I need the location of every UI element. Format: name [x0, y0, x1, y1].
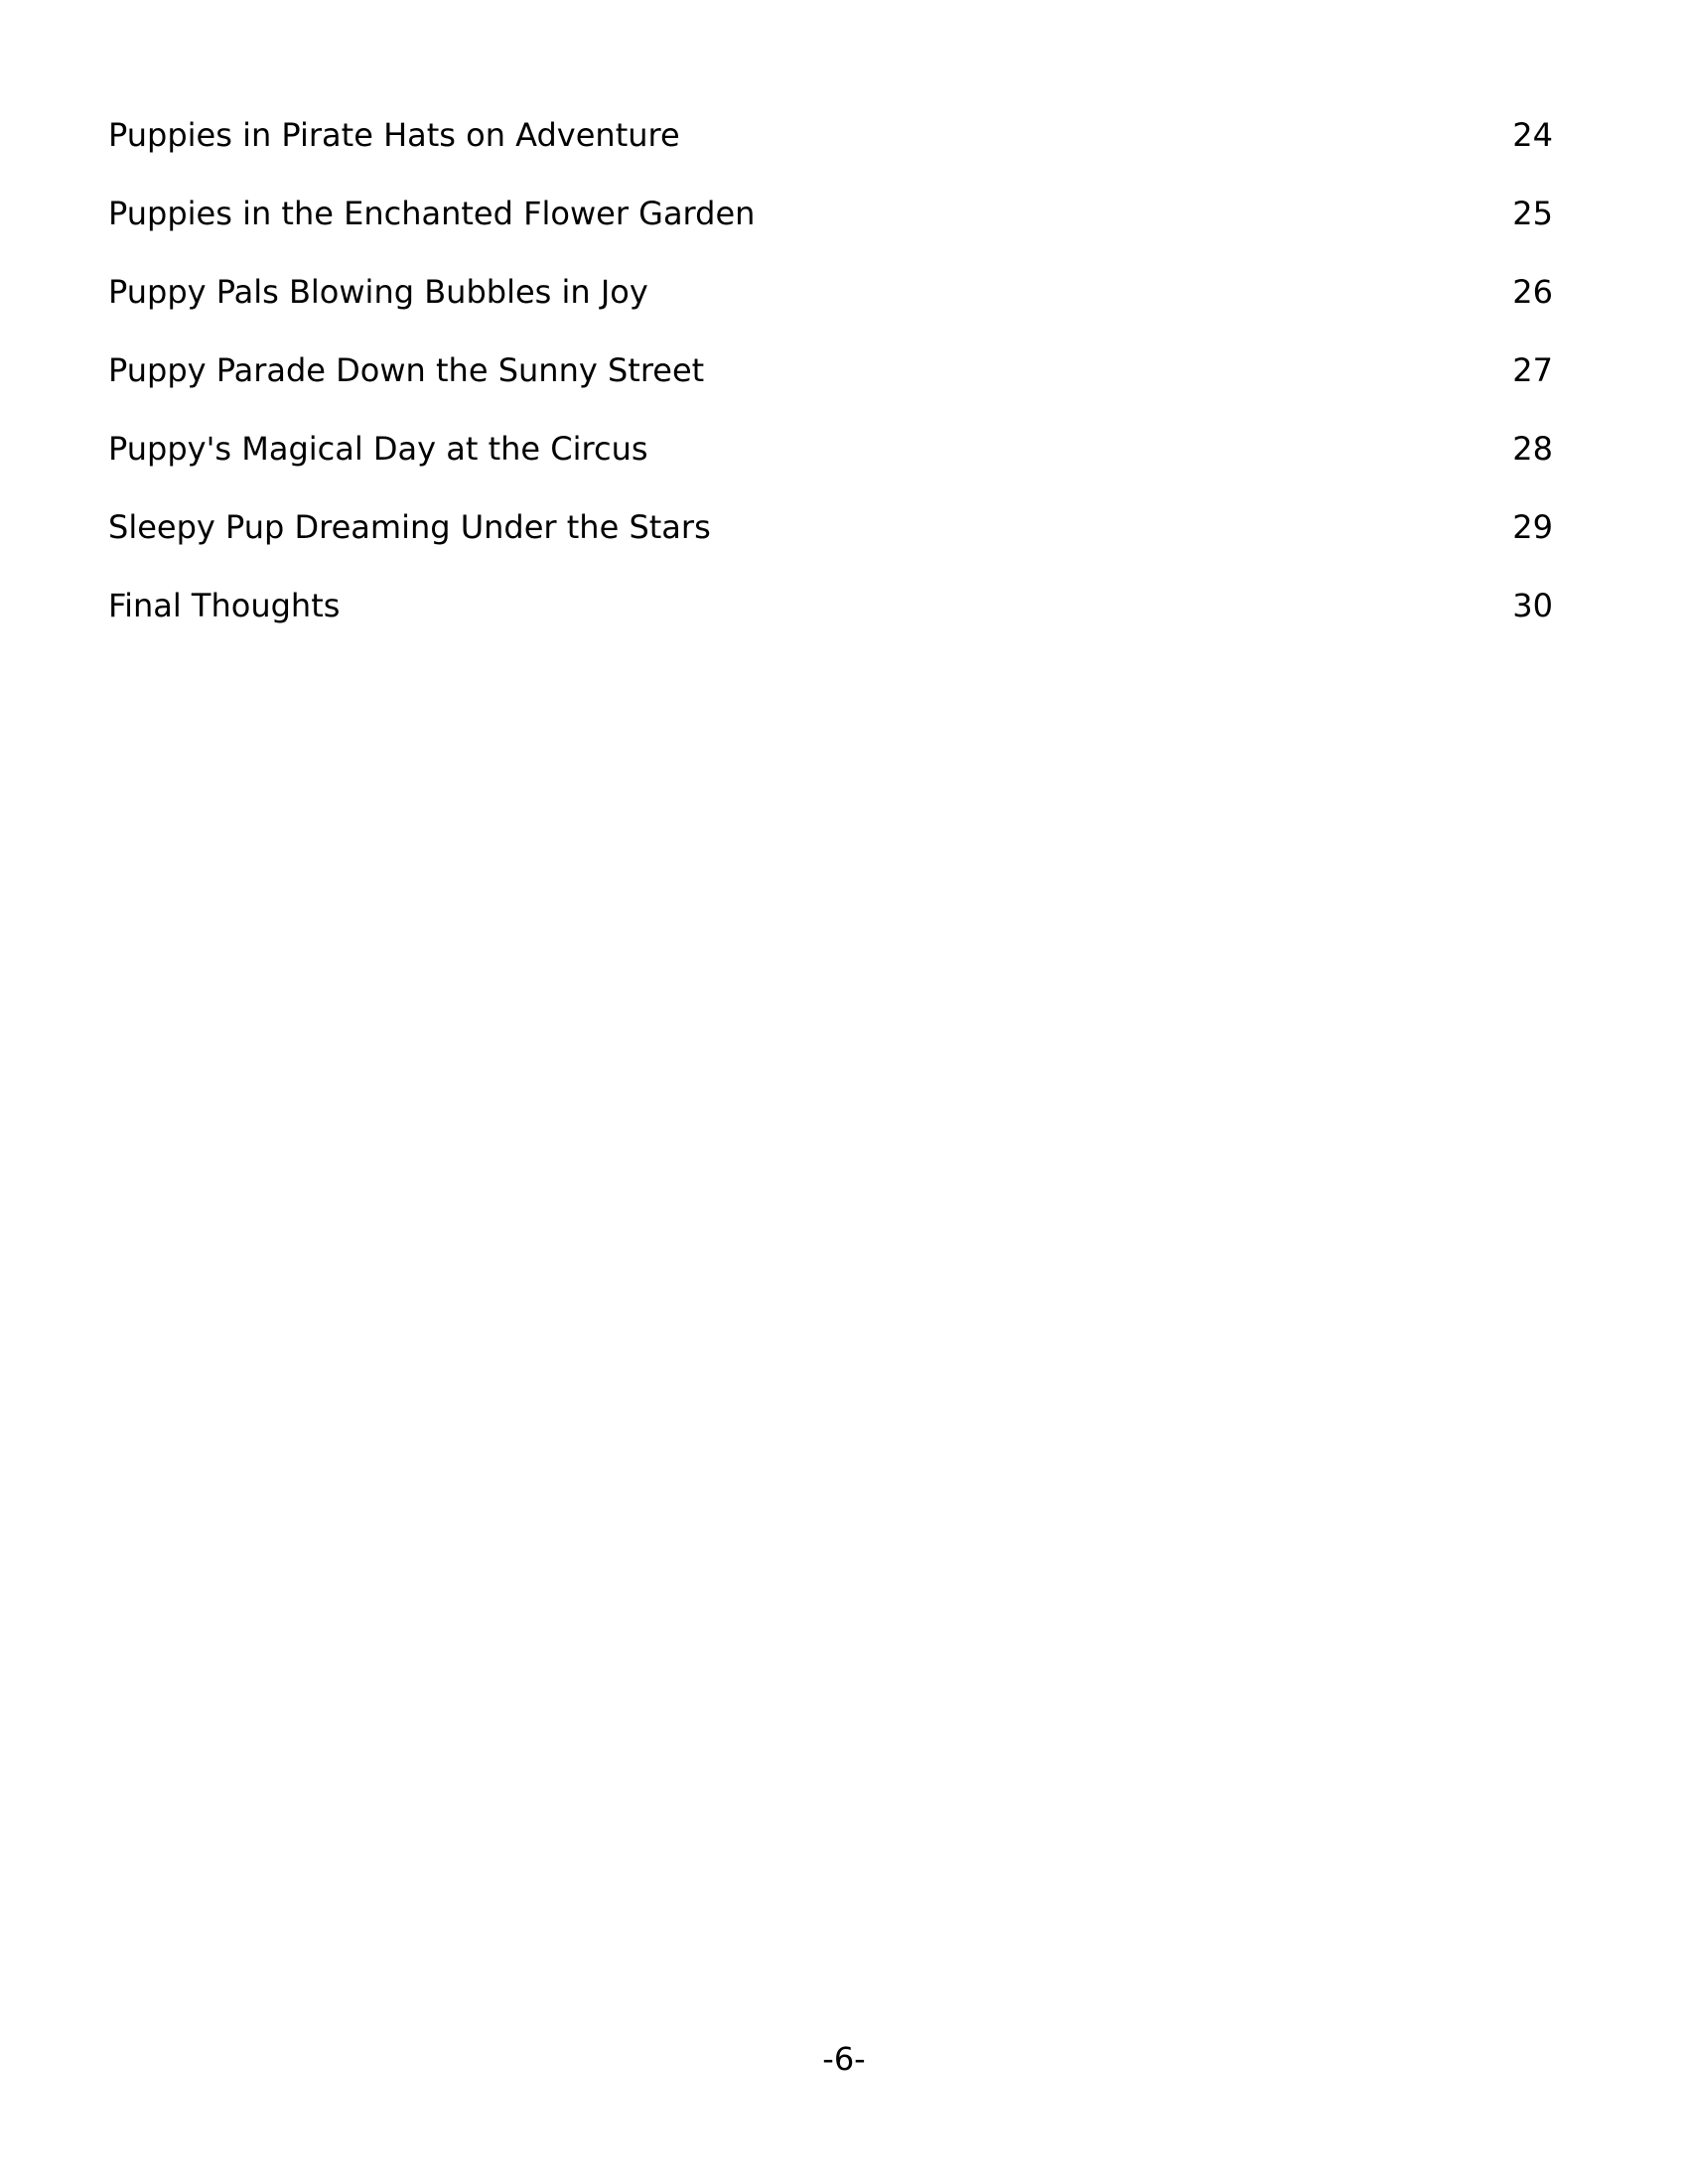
toc-entry-title: Puppy Parade Down the Sunny Street [108, 350, 705, 389]
toc-entry-page-number: 28 [1512, 429, 1553, 468]
toc-entry-title: Puppies in the Enchanted Flower Garden [108, 194, 756, 232]
table-of-contents [108, 95, 1553, 644]
toc-entry-title: Puppies in Pirate Hats on Adventure [108, 115, 680, 154]
page-number-footer: -6- [822, 2040, 866, 2078]
toc-entry [108, 331, 1553, 409]
toc-entry [108, 95, 1553, 174]
toc-entry-page-number: 30 [1512, 586, 1553, 624]
toc-entry [108, 409, 1553, 487]
toc-entry [108, 487, 1553, 566]
toc-entry-page-number: 24 [1512, 115, 1553, 154]
toc-entry-page-number: 25 [1512, 194, 1553, 232]
toc-entry-title: Puppy's Magical Day at the Circus [108, 429, 648, 468]
toc-entry-title: Sleepy Pup Dreaming Under the Stars [108, 507, 711, 546]
toc-entry [108, 174, 1553, 252]
toc-entry-page-number: 29 [1512, 507, 1553, 546]
toc-entry-title: Final Thoughts [108, 586, 341, 624]
toc-entry-title: Puppy Pals Blowing Bubbles in Joy [108, 272, 648, 311]
toc-entry-page-number: 26 [1512, 272, 1553, 311]
toc-entry [108, 252, 1553, 331]
toc-entry [108, 566, 1553, 644]
toc-entry-page-number: 27 [1512, 350, 1553, 389]
